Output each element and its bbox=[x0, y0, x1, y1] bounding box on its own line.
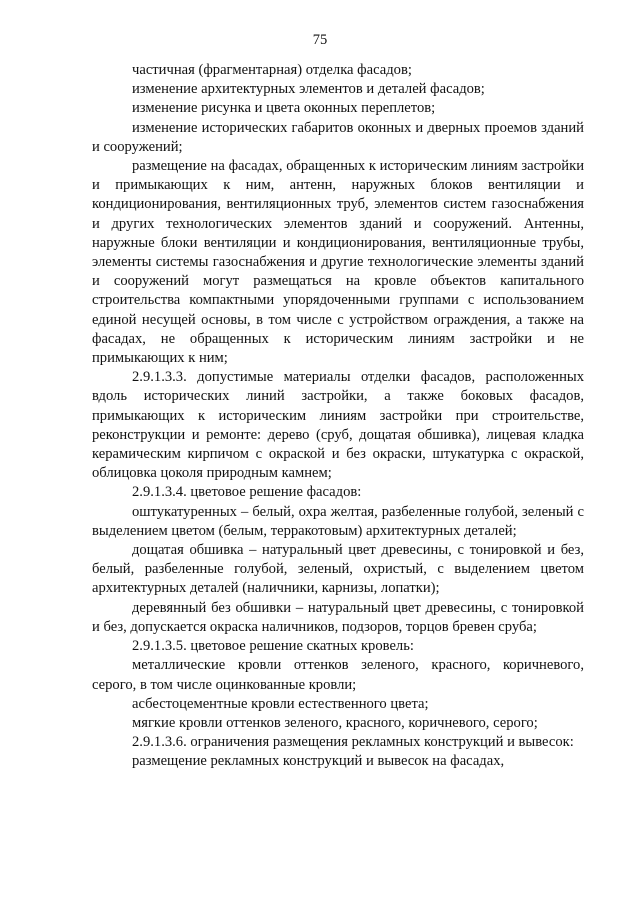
paragraph: размещение рекламных конструкций и вывесок на фасадах, bbox=[132, 753, 505, 770]
paragraph: изменение архитектурных элементов и деталей фасадов; bbox=[132, 81, 485, 98]
paragraph: размещение на фасадах, обращенных к историческим линиям застройки и примыкающих к ним, антенн, наружных блоков вентиляции и кондиционирования, вентиляционных труб, элементов систем газоснабжения и других технологических элементов зданий и сооружений. Антенны, наружные блоки вентиляции и кондиционирования, вентиляционные трубы, элементы системы газоснабжения и другие технологические элементы зданий и сооружений могут размещаться на кровле объектов капитального строительства компактными упорядоченными группами с использованием единой несущей основы, в том числе с устройством ограждения, а также на фасадах, не обращенных к историческим линиям застройки и не примыкающих к ним; bbox=[92, 158, 584, 367]
paragraph: мягкие кровли оттенков зеленого, красного, коричневого, серого; bbox=[132, 714, 538, 731]
paragraph: асбестоцементные кровли естественного цвета; bbox=[132, 695, 429, 712]
paragraph: оштукатуренных – белый, охра желтая, разбеленные голубой, зеленый с выделением цветом (белым, терракотовым) архитектурных деталей; bbox=[92, 503, 584, 539]
page-number: 75 bbox=[312, 32, 328, 48]
paragraph: деревянный без обшивки – натуральный цвет древесины, с тонировкой и без, допускается окраска наличников, подзоров, торцов бревен сруба; bbox=[92, 599, 584, 635]
paragraph: изменение исторических габаритов оконных и дверных проемов зданий и сооружений; bbox=[92, 119, 584, 155]
paragraph: частичная (фрагментарная) отделка фасадов; bbox=[132, 62, 412, 78]
paragraph: 2.9.1.3.3. допустимые материалы отделки фасадов, расположенных вдоль исторических линий застройки, а также боковых фасадов, примыкающих к историческим линиям застройки при строительстве, реконструкции и ремонте: дерево (сруб, дощатая обшивка), лицевая кладка керамическим кирпичом с окраской и без окраски, штукатурка с окраской, облицовка цоколя природным камнем; bbox=[92, 369, 584, 482]
paragraph: 2.9.1.3.5. цветовое решение скатных кровель: bbox=[132, 638, 414, 655]
paragraph: металлические кровли оттенков зеленого, красного, коричневого, серого, в том числе оцинкованные кровли; bbox=[92, 657, 584, 693]
paragraph: изменение рисунка и цвета оконных переплетов; bbox=[132, 100, 436, 117]
paragraph: 2.9.1.3.4. цветовое решение фасадов: bbox=[132, 484, 362, 501]
paragraph: дощатая обшивка – натуральный цвет древесины, с тонировкой и без, белый, разбеленные голубой, зеленый, охристый, с выделением цветом архитектурных деталей (наличники, карнизы, лопатки); bbox=[92, 542, 584, 597]
paragraph: 2.9.1.3.6. ограничения размещения рекламных конструкций и вывесок: bbox=[132, 734, 574, 751]
page-body bbox=[92, 61, 584, 772]
